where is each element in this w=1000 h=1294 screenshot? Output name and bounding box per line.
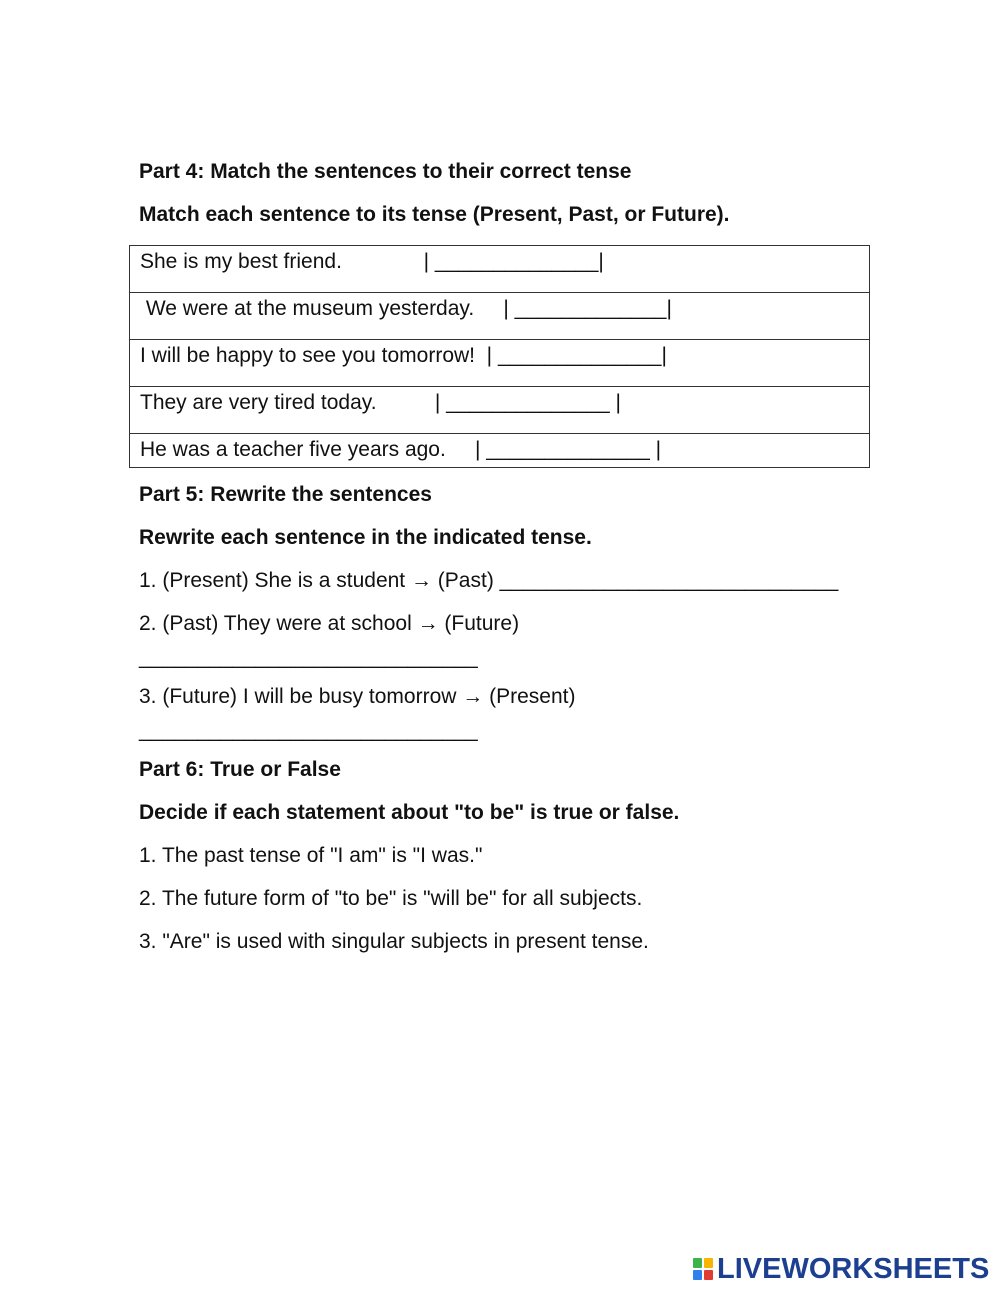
liveworksheets-logo: [692, 1254, 989, 1284]
match-row-3[interactable]: I will be happy to see you tomorrow! | ______________|: [130, 340, 870, 387]
rewrite-item-1[interactable]: 1. (Present) She is a student → (Past) _____________________________: [139, 569, 839, 592]
part5-instruction: Rewrite each sentence in the indicated tense.: [139, 526, 592, 549]
rewrite-item-2: 2. (Past) They were at school → (Future): [139, 612, 520, 635]
true-false-item-2[interactable]: 2. The future form of "to be" is "will be" for all subjects.: [139, 887, 643, 910]
table-row: [130, 293, 870, 340]
rewrite-item-3: 3. (Future) I will be busy tomorrow → (Present): [139, 685, 576, 708]
match-table: [129, 245, 870, 468]
part6-title: Part 6: True or False: [139, 758, 341, 781]
match-row-2[interactable]: We were at the museum yesterday. | _____________|: [130, 293, 870, 340]
part6-instruction: Decide if each statement about "to be" is true or false.: [139, 801, 680, 824]
part5-title: Part 5: Rewrite the sentences: [139, 483, 432, 506]
logo-mark-icon: [692, 1257, 714, 1281]
part4-instruction: Match each sentence to its tense (Present, Past, or Future).: [139, 203, 730, 226]
rewrite-item-2-blank[interactable]: _____________________________: [139, 646, 478, 669]
match-row-5[interactable]: He was a teacher five years ago. | ______________ |: [130, 434, 870, 468]
match-row-4[interactable]: They are very tired today. | ______________ |: [130, 387, 870, 434]
true-false-item-1[interactable]: 1. The past tense of "I am" is "I was.": [139, 844, 483, 867]
table-row: [130, 340, 870, 387]
match-row-1[interactable]: She is my best friend. | ______________|: [130, 246, 870, 293]
part4-title: Part 4: Match the sentences to their correct tense: [139, 160, 632, 183]
true-false-item-3[interactable]: 3. "Are" is used with singular subjects in present tense.: [139, 930, 649, 953]
rewrite-item-3-blank[interactable]: _____________________________: [139, 719, 478, 742]
table-row: [130, 246, 870, 293]
table-row: [130, 434, 870, 468]
table-row: [130, 387, 870, 434]
logo-text: LIVEWORKSHEETS: [717, 1253, 990, 1285]
